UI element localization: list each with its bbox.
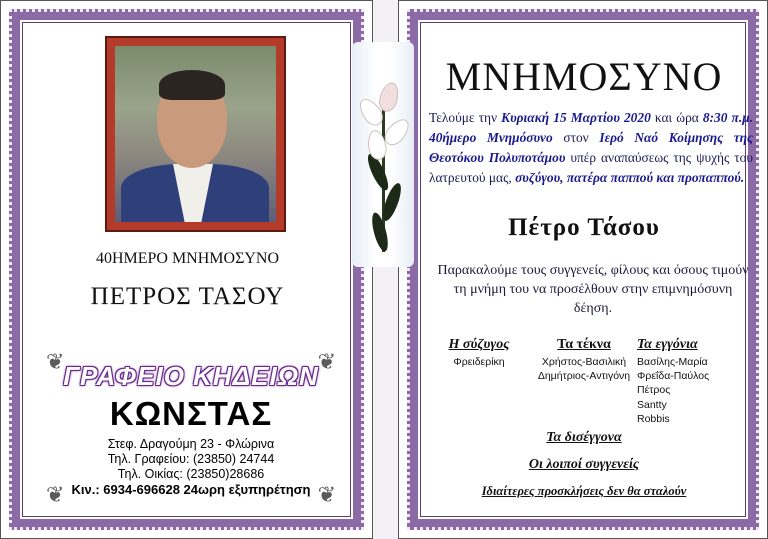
announcement-emphasis: Ιερό Ναό Κοίμησης της Θεοτόκου Πολυποτάμου xyxy=(429,130,753,165)
spouse-heading: Η σύζυγος xyxy=(448,337,510,352)
announcement-text: Τελούμε την xyxy=(429,110,502,125)
ad-banner: ΓΡΑΦΕΙΟ ΚΗΔΕΙΩΝ xyxy=(63,361,319,391)
funeral-home-ad xyxy=(46,351,336,506)
memorial-heading: ΜΝΗΜΟΣΥΝΟ xyxy=(445,54,723,99)
portrait-frame xyxy=(105,36,286,232)
ad-office-phone: Τηλ. Γραφείου: (23850) 24744 xyxy=(107,452,275,466)
deceased-name-right: Πέτρο Τάσου xyxy=(508,214,660,241)
ornament-icon: ❦ xyxy=(317,349,336,374)
announcement-emphasis: συζύγου, πατέρα παππού και προπαππού. xyxy=(515,170,745,185)
spouse-column xyxy=(439,337,519,369)
right-card xyxy=(398,0,768,539)
ornament-icon: ❦ xyxy=(46,482,65,507)
spouse-name: Φρειδερίκη xyxy=(453,356,505,368)
memorial-announcement xyxy=(429,108,753,188)
notice: Ιδιαίτερες προσκλήσεις δεν θα σταλούν xyxy=(481,484,687,498)
children-heading: Τα τέκνα xyxy=(557,337,611,352)
other-relatives: Οι λοιποί συγγενείς xyxy=(528,457,640,472)
invitation-text: Παρακαλούμε τους συγγενείς, φίλους και όσους τιμούν τη μνήμη του να προσέλθουν στην επιμνημόσυνη δέηση. xyxy=(437,263,749,316)
ad-address: Στεφ. Δραγούμη 23 - Φλώρινα xyxy=(107,437,275,451)
announcement-text: και ώρα xyxy=(650,110,703,125)
ornament-icon: ❦ xyxy=(46,349,65,374)
lily-flower-image xyxy=(352,42,414,267)
announcement-emphasis: 8:30 π.μ. 40ήμερο Μνημόσυνο xyxy=(429,110,753,145)
ad-home-phone: Τηλ. Οικίας: (23850)28686 xyxy=(117,467,265,481)
grandchild-name: Πέτρος xyxy=(637,384,671,397)
ad-mobile-phone: Κιν.: 6934-696628 24ωρη εξυπηρέτηση xyxy=(71,482,311,497)
ornament-icon: ❦ xyxy=(317,482,336,507)
deceased-name: ΠΕΤΡΟΣ ΤΑΣΟΥ xyxy=(90,283,285,310)
grandchildren-column xyxy=(637,337,737,426)
memorial-title: 40ΗΜΕΡΟ ΜΝΗΜΟΣΥΝΟ xyxy=(95,250,280,267)
left-card xyxy=(0,0,373,539)
announcement-text: υπέρ αναπαύσεως της ψυχής του λατρευτού μας, xyxy=(429,150,754,185)
announcement-text: στον xyxy=(552,130,600,145)
grandchildren-heading: Τα εγγόνια xyxy=(637,337,698,352)
great-grandchildren: Τα δισέγγονα xyxy=(546,430,622,445)
grandchild-name: Βασίλης-Μαρία xyxy=(637,356,708,368)
child-name: Δημήτριος-Αντιγόνη xyxy=(537,370,631,383)
children-column xyxy=(527,337,641,383)
grandchild-name: Robbis xyxy=(637,412,670,425)
portrait-photo xyxy=(115,46,276,222)
grandchild-name: Santty xyxy=(637,398,667,411)
announcement-emphasis: Κυριακή 15 Μαρτίου 2020 xyxy=(501,110,651,125)
ad-business-name: ΚΩΝΣΤΑΣ xyxy=(109,395,273,432)
child-name: Χρήστος-Βασιλική xyxy=(541,356,627,368)
grandchild-name: Φρεΐδα-Παύλος xyxy=(637,370,710,383)
